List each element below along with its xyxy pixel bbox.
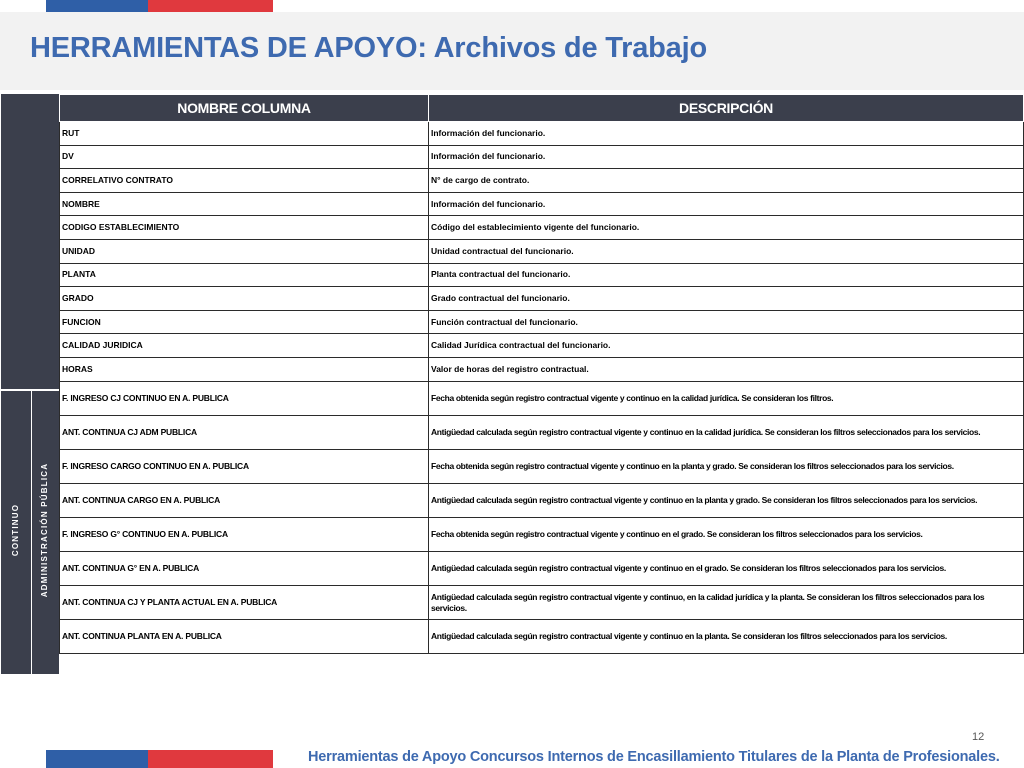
- header-descripcion: DESCRIPCIÓN: [429, 95, 1024, 122]
- table-body: [60, 122, 1024, 654]
- cell-description: Código del establecimiento vigente del funcionario.: [429, 216, 1024, 240]
- table-row: [60, 357, 1024, 381]
- cell-column-name: RUT: [60, 122, 429, 146]
- cell-description: Información del funcionario.: [429, 122, 1024, 146]
- table-row: [60, 122, 1024, 146]
- cell-description: Fecha obtenida según registro contractual vigente y continuo en la planta y grado. Se consideran los filtros seleccionados para los servicios.: [429, 449, 1024, 483]
- cell-column-name: NOMBRE: [60, 192, 429, 216]
- cell-column-name: CALIDAD JURIDICA: [60, 334, 429, 358]
- table-row: [60, 620, 1024, 654]
- flag-red-segment: [148, 750, 273, 768]
- table-row: [60, 263, 1024, 287]
- flag-blue-segment: [46, 750, 148, 768]
- columns-table: [59, 94, 1024, 654]
- cell-description: Antigüedad calculada según registro contractual vigente y continuo en la planta. Se consideran los filtros seleccionados para los servicios.: [429, 620, 1024, 654]
- table-row: [60, 310, 1024, 334]
- top-flag-bar: [46, 0, 273, 12]
- cell-column-name: DV: [60, 145, 429, 169]
- table-row: [60, 415, 1024, 449]
- table-row: [60, 192, 1024, 216]
- cell-description: Información del funcionario.: [429, 192, 1024, 216]
- cell-column-name: ANT. CONTINUA CJ ADM PUBLICA: [60, 415, 429, 449]
- table-row: [60, 239, 1024, 263]
- cell-column-name: FUNCION: [60, 310, 429, 334]
- table-row: [60, 517, 1024, 551]
- table-row: [60, 216, 1024, 240]
- table-row: [60, 586, 1024, 620]
- cell-description: Unidad contractual del funcionario.: [429, 239, 1024, 263]
- side-label-administracion-publica: ADMINISTRACIÓN PÚBLICA: [40, 462, 49, 598]
- table-row: [60, 381, 1024, 415]
- table-row: [60, 449, 1024, 483]
- cell-column-name: ANT. CONTINUA CJ Y PLANTA ACTUAL EN A. PUBLICA: [60, 586, 429, 620]
- cell-description: Calidad Jurídica contractual del funcionario.: [429, 334, 1024, 358]
- cell-description: Fecha obtenida según registro contractual vigente y continuo en el grado. Se consideran los filtros seleccionados para los servicios.: [429, 517, 1024, 551]
- table-row: [60, 145, 1024, 169]
- bottom-flag-bar: [46, 750, 273, 768]
- cell-column-name: HORAS: [60, 357, 429, 381]
- footer-text: Herramientas de Apoyo Concursos Internos de Encasillamiento Titulares de la Planta de Profesionales.: [308, 749, 1000, 765]
- table-row: [60, 483, 1024, 517]
- side-inner-divider: [31, 391, 32, 674]
- cell-description: Función contractual del funcionario.: [429, 310, 1024, 334]
- table-header-row: [60, 95, 1024, 122]
- cell-column-name: F. INGRESO CJ CONTINUO EN A. PUBLICA: [60, 381, 429, 415]
- cell-description: Valor de horas del registro contractual.: [429, 357, 1024, 381]
- table-row: [60, 287, 1024, 311]
- cell-column-name: CODIGO ESTABLECIMIENTO: [60, 216, 429, 240]
- flag-red-segment: [148, 0, 273, 12]
- cell-description: Fecha obtenida según registro contractual vigente y continuo en la calidad jurídica. Se consideran los filtros.: [429, 381, 1024, 415]
- table-row: [60, 552, 1024, 586]
- cell-column-name: GRADO: [60, 287, 429, 311]
- cell-column-name: ANT. CONTINUA G° EN A. PUBLICA: [60, 552, 429, 586]
- cell-column-name: F. INGRESO CARGO CONTINUO EN A. PUBLICA: [60, 449, 429, 483]
- cell-column-name: F. INGRESO G° CONTINUO EN A. PUBLICA: [60, 517, 429, 551]
- cell-column-name: CORRELATIVO CONTRATO: [60, 169, 429, 193]
- cell-column-name: ANT. CONTINUA CARGO EN A. PUBLICA: [60, 483, 429, 517]
- header-nombre-columna: NOMBRE COLUMNA: [60, 95, 429, 122]
- cell-description: Grado contractual del funcionario.: [429, 287, 1024, 311]
- page-title: HERRAMIENTAS DE APOYO: Archivos de Trabajo: [30, 32, 707, 64]
- cell-column-name: UNIDAD: [60, 239, 429, 263]
- cell-column-name: PLANTA: [60, 263, 429, 287]
- cell-description: Planta contractual del funcionario.: [429, 263, 1024, 287]
- cell-description: Información del funcionario.: [429, 145, 1024, 169]
- page-number: 12: [972, 731, 985, 743]
- cell-description: Antigüedad calculada según registro contractual vigente y continuo en el grado. Se consideran los filtros seleccionados para los servicios.: [429, 552, 1024, 586]
- side-divider: [1, 389, 59, 391]
- cell-description: Antigüedad calculada según registro contractual vigente y continuo, en la calidad jurídica y la planta. Se consideran los filtros seleccionados para los servicios.: [429, 586, 1024, 620]
- side-label-continuo: CONTINUO: [11, 503, 20, 557]
- flag-blue-segment: [46, 0, 148, 12]
- cell-description: Antigüedad calculada según registro contractual vigente y continuo en la calidad jurídica. Se consideran los filtros seleccionados para los servicios.: [429, 415, 1024, 449]
- cell-description: N° de cargo de contrato.: [429, 169, 1024, 193]
- table-row: [60, 334, 1024, 358]
- cell-description: Antigüedad calculada según registro contractual vigente y continuo en la planta y grado. Se consideran los filtros seleccionados para los servicios.: [429, 483, 1024, 517]
- table-row: [60, 169, 1024, 193]
- cell-column-name: ANT. CONTINUA PLANTA EN A. PUBLICA: [60, 620, 429, 654]
